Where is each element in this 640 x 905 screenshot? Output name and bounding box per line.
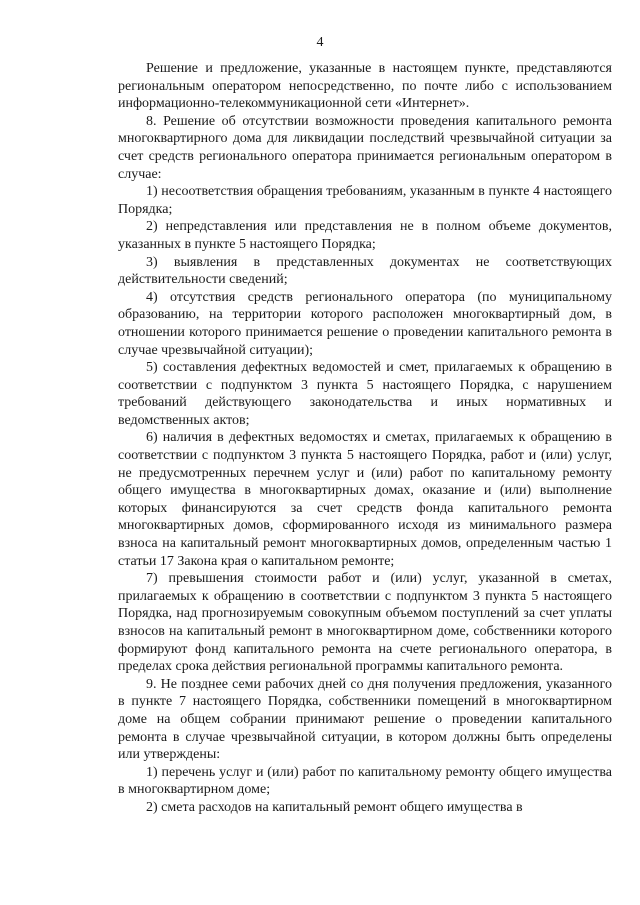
paragraph-item-9-1: 1) перечень услуг и (или) работ по капитальному ремонту общего имущества в многоквартирном доме; <box>118 764 612 798</box>
paragraph-decision-submission: Решение и предложение, указанные в настоящем пункте, представляются региональным оператором непосредственно, по почте либо с использованием информационно-телекоммуникационной сети «Интернет». <box>118 61 612 112</box>
paragraph-item-9-2: 2) смета расходов на капитальный ремонт общего имущества в <box>146 799 523 815</box>
paragraph-item-8-1: 1) несоответствия обращения требованиям, указанным в пункте 4 настоящего Порядка; <box>118 184 612 217</box>
paragraph-item-9: 9. Не позднее семи рабочих дней со дня получения предложения, указанного в пункте 7 настоящего Порядка, собственники помещений в многоквартирном доме на общем собрании принимают решение о проведении капитального ремонта в случае чрезвычайной ситуации, в котором должны быть определены или утверждены: <box>118 676 612 763</box>
paragraph-item-8-3: 3) выявления в представленных документах не соответствующих действительности сведений; <box>118 254 612 288</box>
document-body <box>118 60 612 817</box>
paragraph-item-8-7: 7) превышения стоимости работ и (или) услуг, указанной в сметах, прилагаемых к обращению в соответствии с подпунктом 3 пункта 5 настоящего Порядка, над прогнозируемым совокупным объемом поступлений за счет уплаты взносов на капитальный ремонт в многоквартирном доме, собственники которого формируют фонд капитального ремонта на счете регионального оператора, в пределах срока действия региональной программы капитального ремонта. <box>118 571 612 675</box>
paragraph-item-8-4: 4) отсутствия средств регионального оператора (по муниципальному образованию, на территории которого расположен многоквартирный дом, в отношении которого принимается решение о проведении капитального ремонта в случае чрезвычайной ситуации); <box>118 289 612 358</box>
paragraph-item-8-6: 6) наличия в дефектных ведомостях и сметах, прилагаемых к обращению в соответствии с подпунктом 3 пункта 5 настоящего Порядка, работ и (или) услуг, не предусмотренных перечнем услуг и (или) работ по капитальному ремонту общего имущества в многоквартирных домах, оказание и (или) выполнение которых финансируются за счет средств фонда капитального ремонта многоквартирных домов, сформированного исходя из минимального размера взноса на капитальный ремонт многоквартирных домов, определенным частью 1 статьи 17 Закона края о капитальном ремонте; <box>118 430 612 569</box>
paragraph-item-8: 8. Решение об отсутствии возможности проведения капитального ремонта многоквартирного дома для ликвидации последствий чрезвычайной ситуации за счет средств регионального оператора принимается региональным оператором в случае: <box>118 113 612 182</box>
paragraph-item-8-5: 5) составления дефектных ведомостей и смет, прилагаемых к обращению в соответствии с подпунктом 3 пункта 5 настоящего Порядка, с нарушением требований действующего законодательства и иных нормативных и ведомственных актов; <box>118 360 612 428</box>
page-number: 4 <box>316 35 324 50</box>
paragraph-item-8-2: 2) непредставления или представления не в полном объеме документов, указанных в пункте 5 настоящего Порядка; <box>118 219 612 252</box>
